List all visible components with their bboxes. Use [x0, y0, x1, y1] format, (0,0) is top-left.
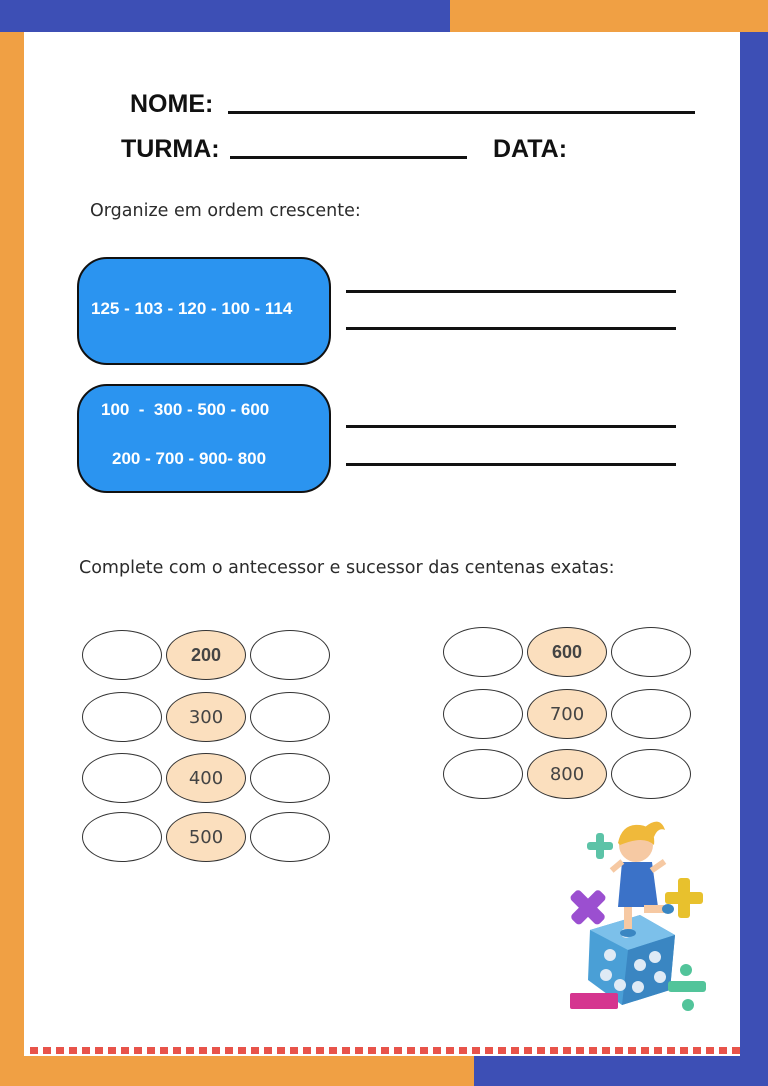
- predecessor-oval[interactable]: [82, 812, 162, 862]
- dash-segment: [329, 1047, 337, 1054]
- predecessor-oval[interactable]: [82, 753, 162, 803]
- dash-segment: [732, 1047, 740, 1054]
- predecessor-oval[interactable]: [443, 689, 523, 739]
- dash-segment: [134, 1047, 142, 1054]
- dash-segment: [693, 1047, 701, 1054]
- dash-segment: [160, 1047, 168, 1054]
- number-box-2-line1: 100 - 300 - 500 - 600: [101, 400, 270, 419]
- successor-oval[interactable]: [611, 627, 691, 677]
- dash-segment: [550, 1047, 558, 1054]
- dash-segment: [368, 1047, 376, 1054]
- minus-icon: [570, 993, 618, 1009]
- successor-oval[interactable]: [250, 812, 330, 862]
- dash-segment: [56, 1047, 64, 1054]
- dash-segment: [459, 1047, 467, 1054]
- dash-segment: [511, 1047, 519, 1054]
- predecessor-oval[interactable]: [82, 692, 162, 742]
- hundred-oval: 200: [166, 630, 246, 680]
- bottom-orange-band: [0, 1056, 474, 1086]
- answer-line-4[interactable]: [346, 463, 676, 466]
- predecessor-oval[interactable]: [443, 627, 523, 677]
- plus-icon: [587, 833, 613, 859]
- number-box-2: [77, 384, 331, 493]
- dash-segment: [680, 1047, 688, 1054]
- dash-segment: [212, 1047, 220, 1054]
- dash-segment: [472, 1047, 480, 1054]
- dash-segment: [706, 1047, 714, 1054]
- number-box-1-text: 125 - 103 - 120 - 100 - 114: [91, 299, 293, 318]
- dash-segment: [225, 1047, 233, 1054]
- successor-oval[interactable]: [611, 749, 691, 799]
- dash-segment: [199, 1047, 207, 1054]
- dash-segment: [303, 1047, 311, 1054]
- number-box-1: [77, 257, 331, 365]
- dash-segment: [537, 1047, 545, 1054]
- dash-segment: [719, 1047, 727, 1054]
- dash-segment: [524, 1047, 532, 1054]
- dash-segment: [498, 1047, 506, 1054]
- answer-line-2[interactable]: [346, 327, 676, 330]
- top-orange-band: [450, 0, 768, 32]
- dash-segment: [654, 1047, 662, 1054]
- dash-segment: [186, 1047, 194, 1054]
- name-line[interactable]: [228, 111, 695, 114]
- bottom-blue-band: [474, 1056, 768, 1086]
- answer-line-3[interactable]: [346, 425, 676, 428]
- dash-segment: [30, 1047, 38, 1054]
- dash-segment: [485, 1047, 493, 1054]
- dash-segment: [95, 1047, 103, 1054]
- dash-segment: [355, 1047, 363, 1054]
- dash-segment: [43, 1047, 51, 1054]
- dash-segment: [563, 1047, 571, 1054]
- hundred-oval: 800: [527, 749, 607, 799]
- dash-segment: [342, 1047, 350, 1054]
- class-line[interactable]: [230, 156, 467, 159]
- dash-segment: [147, 1047, 155, 1054]
- dash-segment: [290, 1047, 298, 1054]
- dash-segment: [264, 1047, 272, 1054]
- dash-segment: [316, 1047, 324, 1054]
- dash-segment: [238, 1047, 246, 1054]
- dash-segment: [628, 1047, 636, 1054]
- dash-segment: [394, 1047, 402, 1054]
- top-blue-band: [0, 0, 450, 32]
- right-blue-band: [740, 32, 768, 1056]
- dash-segment: [82, 1047, 90, 1054]
- number-box-2-line2: 200 - 700 - 900- 800: [112, 449, 267, 468]
- dash-segment: [251, 1047, 259, 1054]
- answer-line-1[interactable]: [346, 290, 676, 293]
- hundred-oval: 700: [527, 689, 607, 739]
- predecessor-oval[interactable]: [82, 630, 162, 680]
- dash-segment: [615, 1047, 623, 1054]
- hundred-oval: 400: [166, 753, 246, 803]
- dash-segment: [641, 1047, 649, 1054]
- girl-on-dice-math-symbols-icon: [560, 815, 710, 1020]
- dash-segment: [108, 1047, 116, 1054]
- dash-segment: [407, 1047, 415, 1054]
- dash-segment: [420, 1047, 428, 1054]
- dash-segment: [602, 1047, 610, 1054]
- date-label: DATA:: [493, 135, 568, 163]
- dash-segment: [69, 1047, 77, 1054]
- instruction-complete: Complete com o antecessor e sucessor das centenas exatas:: [79, 558, 615, 578]
- dash-segment: [589, 1047, 597, 1054]
- dash-segment: [121, 1047, 129, 1054]
- successor-oval[interactable]: [250, 692, 330, 742]
- dash-segment: [277, 1047, 285, 1054]
- left-orange-band: [0, 32, 24, 1086]
- dash-segment: [433, 1047, 441, 1054]
- predecessor-oval[interactable]: [443, 749, 523, 799]
- hundred-oval: 300: [166, 692, 246, 742]
- dash-segment: [667, 1047, 675, 1054]
- name-label: NOME:: [130, 90, 214, 118]
- dash-segment: [576, 1047, 584, 1054]
- hundred-oval: 500: [166, 812, 246, 862]
- class-label: TURMA:: [121, 135, 220, 163]
- instruction-order: Organize em ordem crescente:: [90, 201, 361, 221]
- hundred-oval: 600: [527, 627, 607, 677]
- successor-oval[interactable]: [250, 753, 330, 803]
- successor-oval[interactable]: [611, 689, 691, 739]
- dash-segment: [381, 1047, 389, 1054]
- divide-icon: [668, 964, 706, 1011]
- successor-oval[interactable]: [250, 630, 330, 680]
- dash-segment: [173, 1047, 181, 1054]
- dash-segment: [446, 1047, 454, 1054]
